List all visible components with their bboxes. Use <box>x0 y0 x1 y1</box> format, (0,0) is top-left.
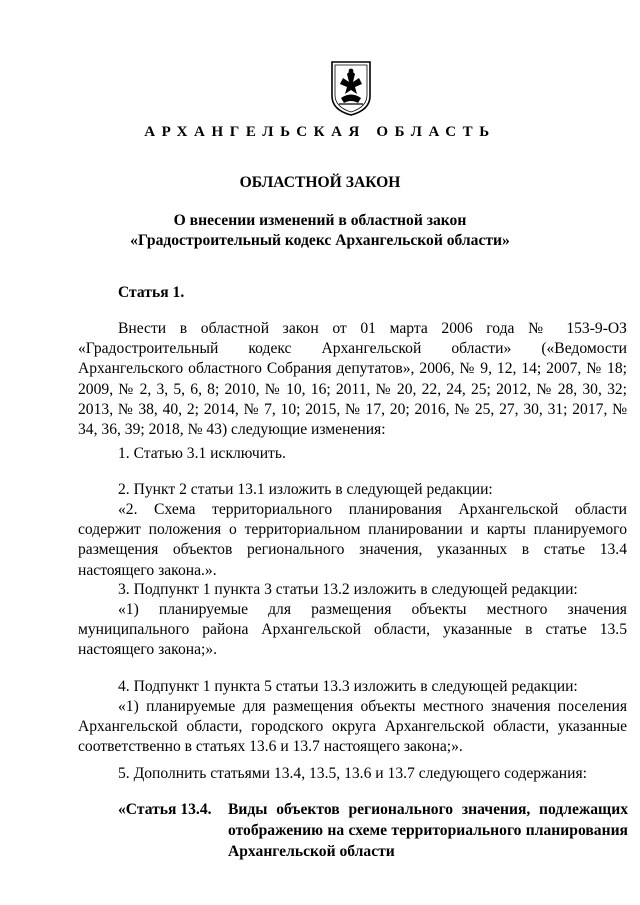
article-heading: Статья 1. <box>118 284 185 301</box>
item-5: 5. Дополнить статьями 13.4, 13.5, 13.6 и 13.7 следующего содержания: <box>118 765 587 782</box>
region-name: АРХАНГЕЛЬСКАЯ ОБЛАСТЬ <box>144 124 496 140</box>
item-3: 3. Подпункт 1 пункта 3 статьи 13.2 изложить в следующей редакции: <box>118 581 578 598</box>
item-2: 2. Пункт 2 статьи 13.1 изложить в следующей редакции: <box>118 481 493 498</box>
coat-of-arms-icon <box>329 60 373 116</box>
item-4-text: «1) планируемые для размещения объекты местного значения поселения Архангельской области, городского округа Архангельской области, указанные соответственно в статьях 13.6 и 13.7 настоящего закона;». <box>78 698 627 756</box>
law-title-line-1: О внесении изменений в областной закон <box>173 212 467 229</box>
item-1: 1. Статью 3.1 исключить. <box>118 445 286 462</box>
item-2-text: «2. Схема территориального планирования Архангельской области содержит положения о территориальном планировании и карты планируемого размещения объектов регионального значения, указанных в статье 13.4 настоящего закона.». <box>78 501 627 579</box>
law-title <box>0 211 640 251</box>
law-title-line-2: «Градостроительный кодекс Архангельской области» <box>130 232 510 249</box>
item-4: 4. Подпункт 1 пункта 5 статьи 13.3 изложить в следующей редакции: <box>118 678 578 695</box>
item-3-text: «1) планируемые для размещения объекты местного значения муниципального района Архангельской области, указанные в статье 13.5 настоящего закона;». <box>78 601 627 659</box>
intro-paragraph: Внести в областной закон от 01 марта 2006 года № 153-9-ОЗ «Градостроительный кодекс Архангельской области» («Ведомости Архангельского областного Собрания депутатов», 2006, № 9, 12, 14; 2007, № 18; 2009, № 2, 3, 5, 6, 8; 2010, № 10, 16; 2011, № 20, 22, 24, 25; 2012, № 28, 30, 32; 2013, № 38, 40, 2; 2014, № 7, 10; 2015, № 17, 20; 2016, № 25, 27, 30, 31; 2017, № 34, 36, 39; 2018, № 43) следующие изменения: <box>78 320 627 439</box>
new-article-number: «Статья 13.4. <box>118 801 212 818</box>
law-type: ОБЛАСТНОЙ ЗАКОН <box>239 174 401 191</box>
new-article-title: Виды объектов регионального значения, подлежащих отображению на схеме территориального планирования Архангельской области <box>228 801 628 860</box>
